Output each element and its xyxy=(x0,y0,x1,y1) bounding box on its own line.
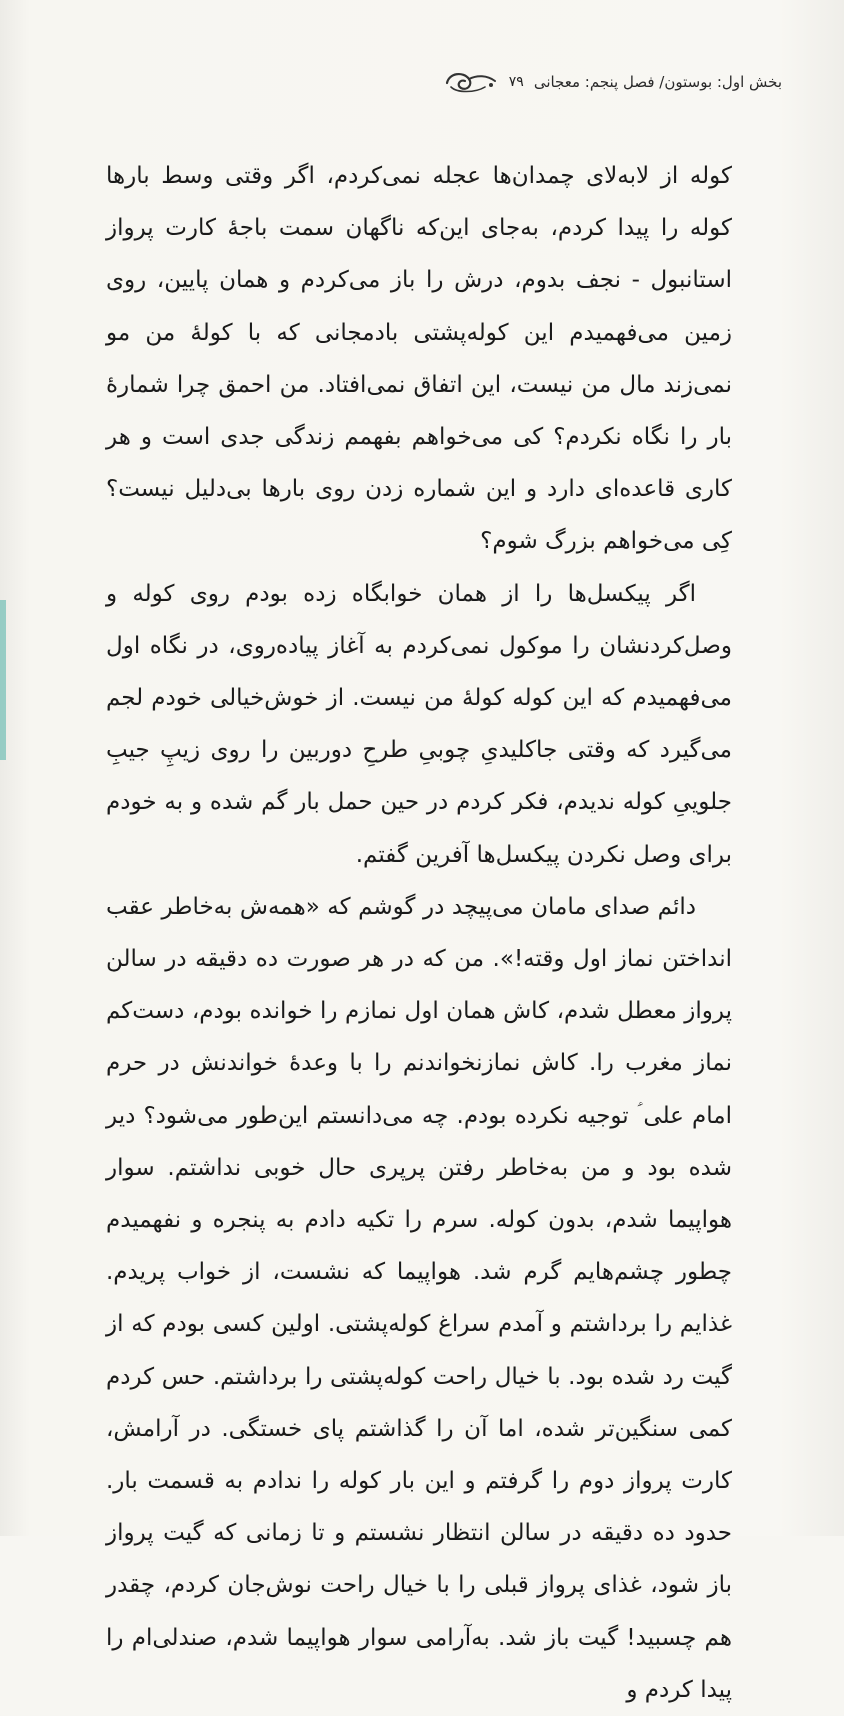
page-edge-strip xyxy=(0,600,6,760)
paragraph-1: کوله از لابه‌لای چمدان‌ها عجله نمی‌کردم، اگر وقتی وسط بارها کوله را پیدا کردم، به‌جای این‌که ناگهان سمت باجهٔ کارت پرواز استانبول - نجف بدوم، درش را باز می‌کردم و همان پایین، روی زمین می‌فهمیدم این کوله‌پشتی بادمجانی که با کولهٔ من مو نمی‌زند مال من نیست، این اتفاق نمی‌افتاد. من احمق چرا شمارهٔ بار را نگاه نکردم؟ کی می‌خواهم بفهمم زندگی جدی است و هر کاری قاعده‌ای دارد و این شماره زدن روی بارها بی‌دلیل نیست؟ کِی می‌خواهم بزرگ شوم؟ xyxy=(106,163,732,555)
running-header-title: بخش اول: بوستون/ فصل پنجم: معجانی xyxy=(533,73,782,91)
swirl-ornament-icon xyxy=(441,67,499,97)
paragraph-2: اگر پیکسل‌ها را از همان خوابگاه زده بودم روی کوله و وصل‌کردنشان را موکول نمی‌کردم به آغاز پیاده‌روی، در نگاه اول می‌فهمیدم که این کوله کولهٔ من نیست. از خوش‌خیالی خودم لجم می‌گیرد که وقتی جاکلیدیِ چوبیِ طرحِ دوربین را روی زیپِ جیبِ جلوییِ کوله ندیدم، فکر کردم در حین حمل بار گم شده و به خودم برای وصل نکردن پیکسل‌ها آفرین گفتم. xyxy=(106,580,732,868)
paragraph-3: دائم صدای مامان می‌پیچد در گوشم که «همه‌ش به‌خاطر عقب انداختن نماز اول وقته!». من که در هر صورت ده دقیقه در سالن پرواز معطل شدم، کاش همان اول نمازم را خوانده بودم، دست‌کم نماز مغرب را. کاش نمازنخواندنم را با وعدهٔ خواندنش در حرم امام علی ؑ توجیه نکرده بودم. چه می‌دانستم این‌طور می‌شود؟ دیر شده بود و من به‌خاطر رفتن پرپری حال خوبی نداشتم. سوار هواپیما شدم، بدون کوله. سرم را تکیه دادم به پنجره و نفهمیدم چطور چشم‌هایم گرم شد. هواپیما که نشست، از خواب پریدم. غذایم را برداشتم و آمدم سراغ کوله‌پشتی. اولین کسی بودم که از گیت رد شده بود. با خیال راحت کوله‌پشتی را برداشتم. حس کردم کمی سنگین‌تر شده، اما آن را گذاشتم پای خستگی. در آرامش، کارت پرواز دوم را گرفتم و این بار کوله را ندادم به قسمت بار. حدود ده دقیقه در سالن انتظار نشستم و تا زمانی که گیت پرواز باز شود، غذای پرواز قبلی را با خیال راحت نوش‌جان کردم، چقدر هم چسبید! گیت باز شد. به‌آرامی سوار هواپیما شدم، صندلی‌ام را پیدا کردم و xyxy=(106,893,732,1703)
body-text xyxy=(106,150,732,1716)
running-header xyxy=(441,62,782,102)
page-number: ۷۹ xyxy=(508,74,524,90)
